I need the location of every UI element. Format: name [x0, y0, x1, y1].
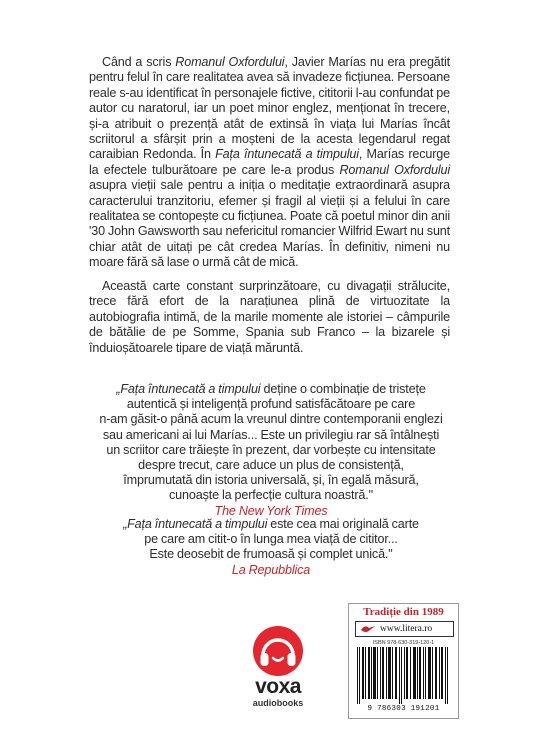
quote-line: autentică și inteligență profund satisfăcătoare pe care [126, 397, 416, 412]
book-title-dark-back: Fața întunecată a timpului [215, 147, 359, 162]
quote-line: despre trecut, care aduce un plus de consistență, [138, 458, 404, 473]
quote-line [96, 382, 446, 397]
voxa-logo [238, 625, 318, 715]
publisher-sub: audiobooks [252, 698, 304, 708]
quote-line: n-am găsit-o până acum la vreunul dintre contemporanii englezi [99, 412, 443, 427]
isbn-text: ISBN 978-630-319-120-1 [372, 640, 435, 646]
litera-box [348, 603, 459, 719]
quote-source: The New York Times [214, 503, 328, 518]
intro-paragraph-2: Această carte constant surprinzătoare, cu divagații strălucite, trece fără efort de la narațiunea plină de virtuozitate la autobiografia intimă, de la marile momente ale istoriei – câmpurile de bătălie de pe Somme, Spania sub Franco – la bizarele și înduioșătoarele tipare de viață măruntă. [89, 279, 450, 355]
quote-text: deține o combinație de tristețe [260, 382, 426, 396]
litera-bird-icon [360, 624, 376, 634]
book-title-oxford: Romanul Oxfordului [339, 162, 450, 177]
intro-text: , Javier Marías nu era pregătit pentru felul în care realitatea avea să invadeze ficțiunea. Persoane reale s-au identificat în personajele fictive, cititorii l-au confundat pe autor cu naratorul, iar un poet minor englez, menționat în trecere, și-a atribuit o prezență atât de extinsă în viața lui Marías încât scriitorul a sfârșit prin a moșteni de la acesta legendarul regat caraibian Redonda. În [89, 55, 450, 162]
review-quote-nyt [96, 382, 446, 519]
quoted-book-title: „Fața întunecată a timpului [116, 382, 261, 396]
intro-text: Când a scris [102, 55, 176, 69]
quote-text: este cea mai originală carte [267, 517, 419, 531]
barcode [355, 647, 452, 704]
intro-paragraph-1 [89, 55, 450, 271]
review-quote-repubblica [96, 517, 446, 578]
quote-line: Este deosebit de frumoasă și complet unică." [149, 547, 393, 562]
quote-line: un scriitor care trăiește în prezent, dar vorbește cu intensitate [106, 442, 436, 457]
barcode-number: 9 786303 191201 [367, 705, 440, 713]
litera-logo [355, 621, 454, 637]
book-title-oxford: Romanul Oxfordului [175, 55, 285, 69]
quote-line: cunoaște la perfecție cultura noastră." [169, 488, 373, 503]
tradition-label: Tradiție din 1989 [363, 606, 444, 618]
publisher-brand: voxa [255, 675, 301, 698]
litera-url: www.litera.ro [380, 624, 433, 634]
intro-text: asupra vieții sale pentru a iniția o meditație extraordinară asupra caracterului tranzitoriu, efemer și fragil al vieții și a felului în care realitatea se contopește cu ficțiunea. Poate că poetul minor din anii '30 John Gawsworth sau nefericitul romancier Wilfrid Ewart nu sunt chiar atât de uitați pe cât credea Marías. În definitiv, nimeni nu moare fără să lase o urmă cât de mică. [89, 178, 450, 270]
quote-line: împrumutată din istoria universală, și, în egală măsură, [123, 473, 419, 488]
quote-source: La Repubblica [231, 562, 311, 577]
quote-line: pe care am citit-o în lunga mea viață de cititor... [144, 532, 398, 547]
quoted-book-title: „Fața întunecată a timpului [123, 517, 268, 531]
intro-text: , Marías recurge la efectele tulburătoare pe care le-a produs [89, 147, 450, 177]
quote-line [96, 517, 446, 532]
quote-line: sau americani ai lui Marías... Este un privilegiu rar să întâlnești [102, 427, 440, 442]
headphones-icon [252, 625, 304, 677]
